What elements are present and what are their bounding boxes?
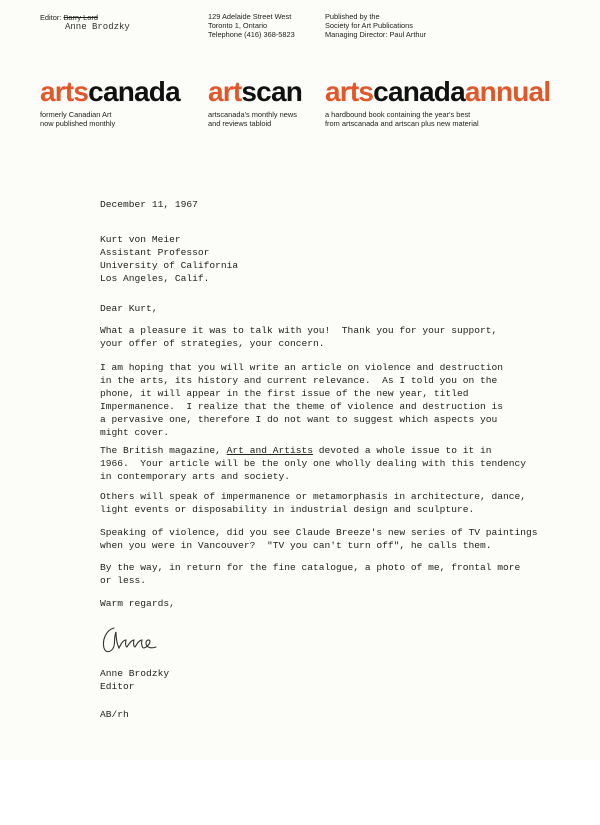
magazine-title: Art and Artists — [226, 445, 314, 456]
paragraph-6: By the way, in return for the fine catalogue, a photo of me, frontal more or less. — [100, 562, 521, 586]
recipient-institution: University of California — [100, 260, 239, 271]
salutation: Dear Kurt, — [100, 303, 158, 314]
letter-date: December 11, 1967 — [100, 199, 198, 210]
typist-initials: AB/rh — [100, 709, 129, 720]
recipient-city: Los Angeles, Calif. — [100, 273, 210, 284]
sender-name: Anne Brodzky — [100, 668, 170, 679]
handwritten-signature — [100, 622, 164, 658]
editor-typed-name: Anne Brodzky — [65, 22, 130, 32]
artscanada-logo: artscanada — [40, 76, 180, 107]
page-margin — [0, 760, 600, 825]
paragraph-3: The British magazine, Art and Artists devoted a whole issue to it in 1966. Your article will be the only one wholly dealing with this tendency in contemporary arts and society. — [100, 445, 527, 482]
paragraph-2: I am hoping that you will write an article on violence and destruction in the arts, its history and current relevance. As I told you on the phone, it will appear in the first issue of the new year, titled Impermanence. I realize that the theme of violence and destruction is a pervasive one, therefore I do not want to suggest which aspects you might cover. — [100, 362, 504, 438]
sender-title: Editor — [100, 681, 135, 692]
artscanadaannual-logo: artscanadaannual — [325, 76, 551, 107]
artscan-subtitle: artscanada's monthly news and reviews tabloid — [208, 110, 297, 128]
closing: Warm regards, — [100, 598, 175, 609]
recipient-name: Kurt von Meier — [100, 234, 181, 245]
paragraph-4: Others will speak of impermanence or metamorphasis in architecture, dance, light events or disposability in industrial design and sculpture. — [100, 491, 527, 515]
masthead-publisher: Published by the Society for Art Publications Managing Director: Paul Arthur — [325, 12, 427, 39]
masthead-address: 129 Adelaide Street West Toronto 1, Ontario Telephone (416) 368-5823 — [208, 12, 295, 39]
annual-subtitle: a hardbound book containing the year's best from artscanada and artscan plus new material — [325, 110, 479, 128]
paragraph-1: What a pleasure it was to talk with you! Thank you for your support, your offer of strategies, your concern. — [100, 325, 498, 349]
paragraph-5: Speaking of violence, did you see Claude Breeze's new series of TV paintings when you were in Vancouver? "TV you can't turn off", he calls them. — [100, 527, 538, 551]
artscanada-subtitle: formerly Canadian Art now published monthly — [40, 110, 116, 128]
artscan-logo: artscan — [208, 76, 303, 107]
editor-struck-name: Barry Lord — [63, 13, 98, 22]
recipient-title: Assistant Professor — [100, 247, 210, 258]
editor-label: Editor: Barry Lord — [40, 13, 98, 22]
